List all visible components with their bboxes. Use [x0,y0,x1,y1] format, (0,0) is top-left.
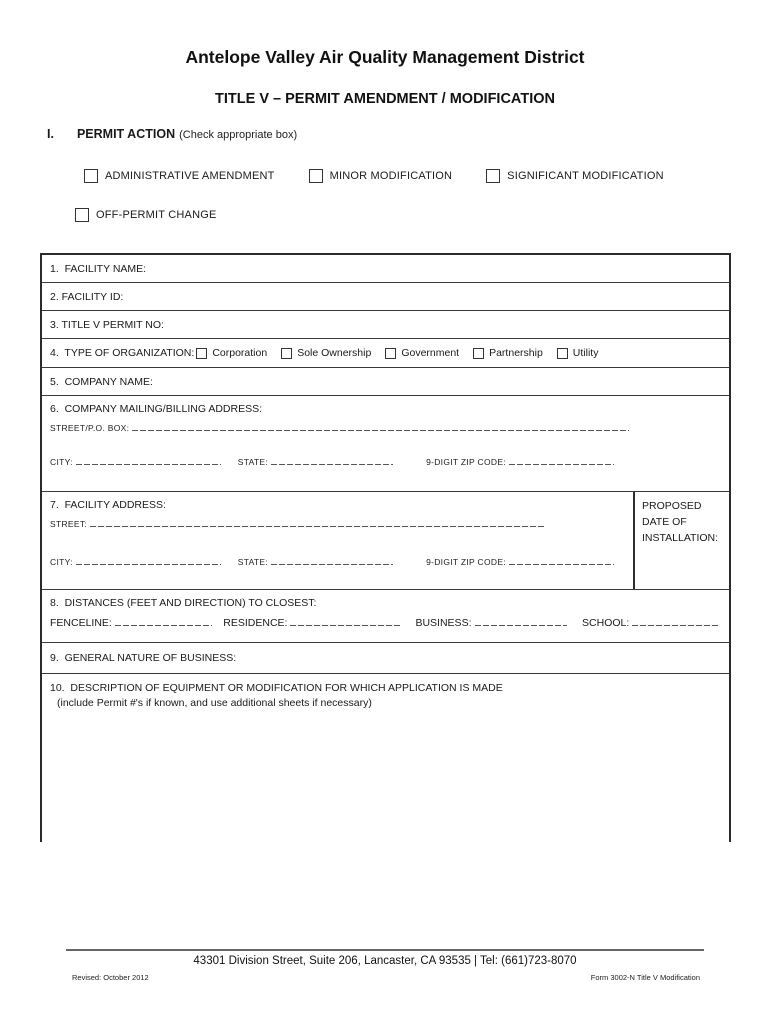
description-label: 10. DESCRIPTION OF EQUIPMENT OR MODIFICATION FOR WHICH APPLICATION IS MADE [50,682,503,694]
proposed-installation-date-label: PROPOSED DATE OF INSTALLATION: [642,500,719,544]
row-type-of-organization [42,339,729,368]
facility-name-label: 1. FACILITY NAME: [50,262,147,275]
row-facility-address [42,492,729,590]
facility-address-cell [42,492,633,589]
business-label: BUSINESS: [415,617,472,629]
permit-action-heading: PERMIT ACTION [76,127,176,141]
description-input-area[interactable] [50,709,721,819]
facility-state-input-line[interactable] [271,556,393,565]
footer-divider [66,949,704,951]
row-description [42,674,729,842]
mailing-address-label: 6. COMPANY MAILING/BILLING ADDRESS: [50,403,263,415]
facility-id-label: 2. FACILITY ID: [50,290,124,303]
permit-action-options-row-1 [84,169,664,183]
description-note: (include Permit #'s if known, and use additional sheets if necessary) [57,697,372,709]
org-option-partnership-label: Partnership [489,347,543,359]
org-option-sole-ownership-label: Sole Ownership [297,347,372,359]
footer-revised-date: Revised: October 2012 [72,973,149,982]
title-v-permit-no-label: 3. TITLE V PERMIT NO: [50,318,164,331]
row-facility-name [42,255,729,283]
footer-form-number: Form 3002-N Title V Modification [590,973,700,982]
org-option-corporation-label: Corporation [212,347,268,359]
row-title-v-permit-no [42,311,729,339]
state-label: STATE: [237,457,269,467]
checkbox-icon[interactable] [196,348,207,359]
street-label: STREET: [50,519,88,529]
street-po-box-label: STREET/P.O. BOX: [50,423,130,433]
distances-label: 8. DISTANCES (FEET AND DIRECTION) TO CLOSEST: [50,597,317,609]
row-nature-of-business [42,643,729,674]
mailing-street-line [50,422,721,433]
nature-of-business-label: 9. GENERAL NATURE OF BUSINESS: [50,652,237,664]
fenceline-label: FENCELINE: [50,617,112,629]
option-off-permit-change[interactable] [75,208,217,222]
org-options [196,347,598,359]
mailing-state-input-line[interactable] [271,456,393,465]
mailing-city-state-zip-line [50,456,721,467]
row-company-name [42,368,729,396]
org-option-government-label: Government [401,347,460,359]
org-option-corporation[interactable] [196,347,267,359]
residence-label: RESIDENCE: [223,617,288,629]
facility-id-input-area[interactable] [123,283,721,310]
org-option-partnership[interactable] [473,347,543,359]
permit-action-options-row-2 [75,208,217,222]
option-off-permit-change-label: OFF-PERMIT CHANGE [96,209,217,221]
mailing-zip-input-line[interactable] [509,456,614,465]
checkbox-icon[interactable] [486,169,500,183]
permit-action-note: (Check appropriate box) [179,129,298,141]
mailing-city-input-line[interactable] [76,456,221,465]
distances-input-line [50,617,721,629]
row-distances [42,590,729,643]
checkbox-icon[interactable] [473,348,484,359]
checkbox-icon[interactable] [84,169,98,183]
form-title: TITLE V – PERMIT AMENDMENT / MODIFICATION [215,91,555,107]
facility-street-input-line[interactable] [90,518,545,527]
option-administrative-amendment-label: ADMINISTRATIVE AMENDMENT [105,170,275,182]
org-type-label: 4. TYPE OF ORGANIZATION: [50,347,195,359]
checkbox-icon[interactable] [281,348,292,359]
option-minor-modification-label: MINOR MODIFICATION [329,170,453,182]
facility-city-input-line[interactable] [76,556,221,565]
org-option-utility-label: Utility [572,347,599,359]
form-table [40,253,731,842]
checkbox-icon[interactable] [385,348,396,359]
fenceline-input-line[interactable] [115,617,212,626]
facility-city-state-zip-line [50,556,625,567]
business-input-line[interactable] [475,617,568,626]
org-option-government[interactable] [385,347,459,359]
proposed-installation-date-cell[interactable] [633,492,729,589]
option-administrative-amendment[interactable] [84,169,275,183]
zip-label: 9-DIGIT ZIP CODE: [426,557,506,567]
option-significant-modification-label: SIGNIFICANT MODIFICATION [507,170,664,182]
zip-label: 9-DIGIT ZIP CODE: [426,457,506,467]
title-v-permit-no-input-area[interactable] [164,311,721,338]
org-option-sole-ownership[interactable] [281,347,371,359]
mailing-street-input-line[interactable] [132,422,629,431]
permit-action-section-heading [47,127,297,141]
row-facility-id [42,283,729,311]
footer-address: 43301 Division Street, Suite 206, Lancaster, CA 93535 | Tel: (661)723-8070 [193,955,577,967]
residence-input-line[interactable] [290,617,402,626]
company-name-label: 5. COMPANY NAME: [50,375,153,388]
facility-zip-input-line[interactable] [509,556,614,565]
facility-street-line [50,518,625,529]
section-numeral: I. [47,127,54,141]
checkbox-icon[interactable] [557,348,568,359]
school-input-line[interactable] [632,617,718,626]
company-name-input-area[interactable] [153,368,721,395]
org-option-utility[interactable] [557,347,599,359]
city-label: CITY: [50,457,73,467]
state-label: STATE: [237,557,269,567]
district-title: Antelope Valley Air Quality Management District [185,47,585,67]
option-significant-modification[interactable] [486,169,664,183]
option-minor-modification[interactable] [309,169,453,183]
facility-address-label: 7. FACILITY ADDRESS: [50,499,166,511]
school-label: SCHOOL: [582,617,630,629]
checkbox-icon[interactable] [309,169,323,183]
nature-of-business-input-area[interactable] [236,643,721,673]
row-mailing-address [42,396,729,492]
city-label: CITY: [50,557,73,567]
facility-name-input-area[interactable] [146,255,721,282]
checkbox-icon[interactable] [75,208,89,222]
